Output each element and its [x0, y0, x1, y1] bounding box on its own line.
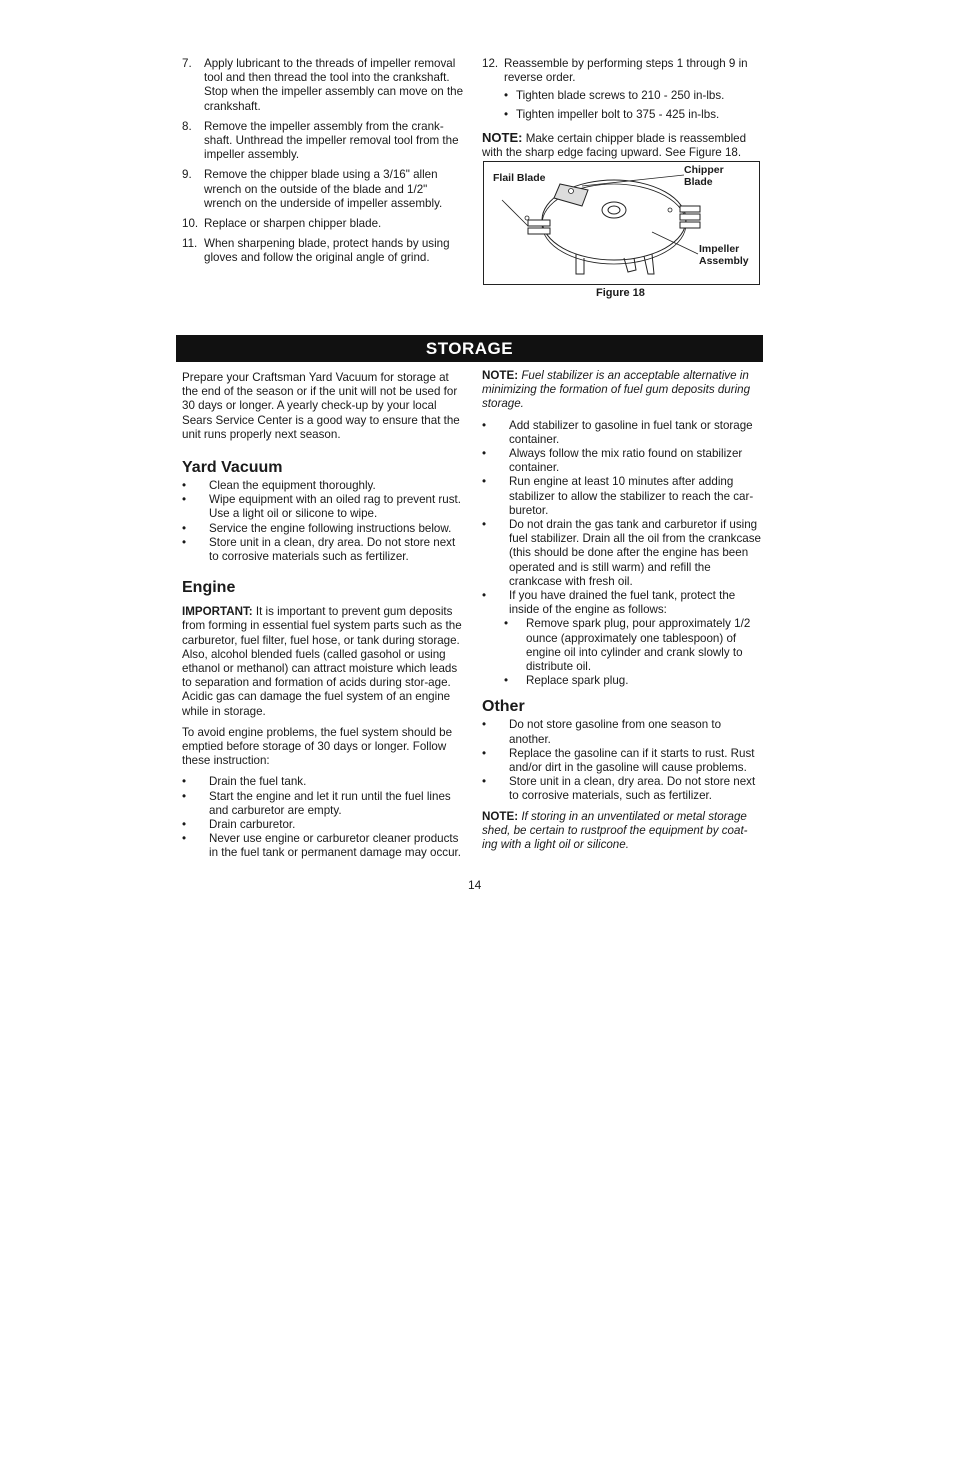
bullet-text: Run engine at least 10 minutes after adding stabilizer to allow the stabilizer to reach the car-buretor. — [509, 475, 754, 517]
bullet-text: Tighten impeller bolt to 375 - 425 in-lbs. — [516, 107, 720, 121]
other-heading: Other — [482, 698, 525, 716]
bullet-text: Replace spark plug. — [526, 674, 629, 688]
bullet-text: If you have drained the fuel tank, protect the inside of the engine as follows: — [509, 589, 736, 617]
engine-heading: Engine — [182, 579, 236, 597]
list-item: • Replace the gasoline can if it starts to rust. Rust and/or dirt in the gasoline will cause problems. — [482, 747, 762, 775]
bullet-text: Store unit in a clean, dry area. Do not store next to corrosive materials, such as fertilizer. — [509, 775, 756, 803]
bullet-text: Clean the equipment thoroughly. — [209, 479, 376, 493]
list-item: • Remove spark plug, pour approximately 1/2 ounce (approximately one tablespoon) of engine oil into cylinder and crank slowly to distribute oil. — [504, 617, 762, 674]
bullet-text: Do not drain the gas tank and carburetor if using fuel stabilizer. Drain all the oil from the crankcase (this should be done after the engine has been operated and is still warm) and refill the crankcase with fresh oil. — [509, 518, 761, 588]
bullet-text: Do not store gasoline from one season to another. — [509, 718, 722, 746]
step-text: Remove the chipper blade using a 3/16" allen wrench on the outside of the blade and 1/2" wrench on the underside of impeller assembly. — [204, 168, 443, 210]
numbered-steps-left — [182, 57, 464, 272]
bullet-text: Wipe equipment with an oiled rag to prevent rust. Use a light oil or silicone to wipe. — [209, 493, 461, 521]
list-item: • Add stabilizer to gasoline in fuel tank or storage container. — [482, 419, 762, 447]
engine-list — [182, 775, 464, 860]
storage-right-column — [482, 369, 762, 852]
page-number: 14 — [468, 878, 482, 892]
section-banner-storage: STORAGE — [176, 335, 763, 362]
list-item: • Run engine at least 10 minutes after adding stabilizer to allow the stabilizer to reach the car-buretor. — [482, 475, 762, 518]
final-note — [482, 810, 762, 853]
flail-blade-label: Flail Blade — [493, 172, 546, 184]
figure-18 — [483, 161, 760, 285]
list-item: • Tighten impeller bolt to 375 - 425 in-lbs. — [504, 107, 720, 121]
note-label: NOTE: — [482, 130, 523, 145]
list-item: • Clean the equipment thoroughly. — [182, 479, 376, 493]
list-item: • Drain carburetor. — [182, 818, 296, 832]
storage-intro: Prepare your Craftsman Yard Vacuum for storage at the end of the season or if the unit will not be used for 30 days or longer. A yearly check-up by your local Sears Service Center is a good way to ensure that the unit runs properly next season. — [182, 371, 460, 441]
storage-left-column — [182, 371, 464, 861]
stabilizer-list — [482, 419, 762, 618]
step-item — [182, 217, 464, 231]
figure-caption: Figure 18 — [596, 287, 645, 299]
step-text: Remove the impeller assembly from the crank-shaft. Unthread the impeller removal tool from the impeller assembly. — [204, 119, 459, 162]
bullet-text: Never use engine or carburetor cleaner products in the fuel tank or permanent damage may occur. — [209, 832, 461, 860]
list-item: • Never use engine or carburetor cleaner products in the fuel tank or permanent damage may occur. — [182, 832, 464, 860]
bullet-text: Always follow the mix ratio found on stabilizer container. — [509, 447, 743, 475]
bullet-text: Drain the fuel tank. — [209, 775, 307, 789]
engine-para: To avoid engine problems, the fuel system should be emptied before storage of 30 days or longer. Follow these instruction: — [182, 725, 453, 768]
list-item: • Do not store gasoline from one season to another. — [482, 718, 762, 746]
bullet-text: Replace the gasoline can if it starts to rust. Rust and/or dirt in the gasoline will cause problems. — [509, 746, 755, 775]
important-label: IMPORTANT: — [182, 605, 253, 619]
step-text: Reassemble by performing steps 1 through 9 in reverse order. — [504, 57, 748, 85]
list-item: • Start the engine and let it run until the fuel lines and carburetor are empty. — [182, 790, 464, 818]
note-text: Fuel stabilizer is an acceptable alternative in minimizing the formation of fuel gum deposits during storage. — [482, 369, 751, 411]
step-item — [182, 57, 464, 114]
step-text: Apply lubricant to the threads of impeller removal tool and then thread the tool into the crankshaft. Stop when the impeller assembly can move on the crankshaft. — [204, 57, 464, 113]
step-text: Replace or sharpen chipper blade. — [204, 217, 382, 231]
step-number: 10. — [182, 217, 199, 231]
list-item: • Tighten blade screws to 210 - 250 in-lbs. — [504, 89, 725, 103]
step-number: 8. — [182, 119, 192, 133]
list-item: • Service the engine following instructions below. — [182, 521, 452, 535]
chipper-blade-label: Chipper Blade — [684, 164, 724, 188]
yard-vacuum-heading: Yard Vacuum — [182, 459, 283, 477]
list-item: • Drain the fuel tank. — [182, 775, 307, 789]
bullet-text: Store unit in a clean, dry area. Do not store next to corrosive materials such as fertilizer. — [209, 535, 456, 564]
impeller-assembly-label: Impeller Assembly — [699, 243, 749, 267]
step-item — [482, 57, 762, 85]
step-item — [182, 168, 464, 211]
bullet-text: Service the engine following instructions below. — [209, 521, 452, 535]
step-item — [182, 237, 464, 265]
engine-protect-list — [504, 617, 762, 688]
list-item: • Replace spark plug. — [504, 674, 629, 688]
step-number: 7. — [182, 57, 192, 70]
note-label: NOTE: — [482, 809, 519, 823]
step-12-bullets — [504, 89, 762, 121]
bullet-text: Start the engine and let it run until the fuel lines and carburetor are empty. — [209, 789, 451, 817]
yard-vacuum-list — [182, 479, 464, 564]
list-item: • Store unit in a clean, dry area. Do not store next to corrosive materials such as fertilizer. — [182, 536, 464, 564]
list-item: • Do not drain the gas tank and carburetor if using fuel stabilizer. Drain all the oil from the crankcase (this should be done after the engine has been operated and is still warm) and refill the crankcase with fresh oil. — [482, 518, 761, 588]
note-text: If storing in an unventilated or metal storage shed, be certain to rustproof the equipment by coat-ing with a light oil or silicone. — [482, 809, 748, 852]
step-number: 12. — [482, 57, 499, 70]
list-item: • Store unit in a clean, dry area. Do not store next to corrosive materials, such as fertilizer. — [482, 775, 762, 803]
bullet-text: Drain carburetor. — [209, 818, 296, 832]
engine-important — [182, 605, 464, 719]
note-label: NOTE: — [482, 369, 519, 382]
step-text: When sharpening blade, protect hands by using gloves and follow the original angle of grind. — [204, 237, 450, 265]
step-12 — [482, 57, 762, 126]
list-item: • Always follow the mix ratio found on stabilizer container. — [482, 447, 762, 475]
important-text: It is important to prevent gum deposits from forming in essential fuel system parts such as the carburetor, fuel filter, fuel hose, or tank during storage. Also, alcohol blended fuels (called gasohol or using ethanol or methanol) can attract moisture which leads to separation and formation of acids during stor-age. Acidic gas can damage the fuel system of an engine while in storage. — [182, 605, 462, 718]
bullet-text: Tighten blade screws to 210 - 250 in-lbs. — [516, 89, 725, 103]
list-item: • Wipe equipment with an oiled rag to prevent rust. Use a light oil or silicone to wipe. — [182, 493, 464, 521]
bullet-text: Add stabilizer to gasoline in fuel tank or storage container. — [509, 418, 753, 446]
step-number: 11. — [182, 237, 198, 251]
bullet-text: Remove spark plug, pour approximately 1/2 ounce (approximately one tablespoon) of engine oil into cylinder and crank slowly to distribute oil. — [526, 617, 751, 674]
other-list — [482, 718, 762, 803]
stabilizer-note — [482, 369, 762, 412]
note-sharp-edge — [482, 131, 762, 160]
list-item: • If you have drained the fuel tank, protect the inside of the engine as follows: — [482, 589, 762, 617]
note-text: Make certain chipper blade is reassembled with the sharp edge facing upward. See Figure 18. — [482, 132, 747, 160]
step-number: 9. — [182, 168, 192, 182]
step-item — [182, 120, 464, 163]
